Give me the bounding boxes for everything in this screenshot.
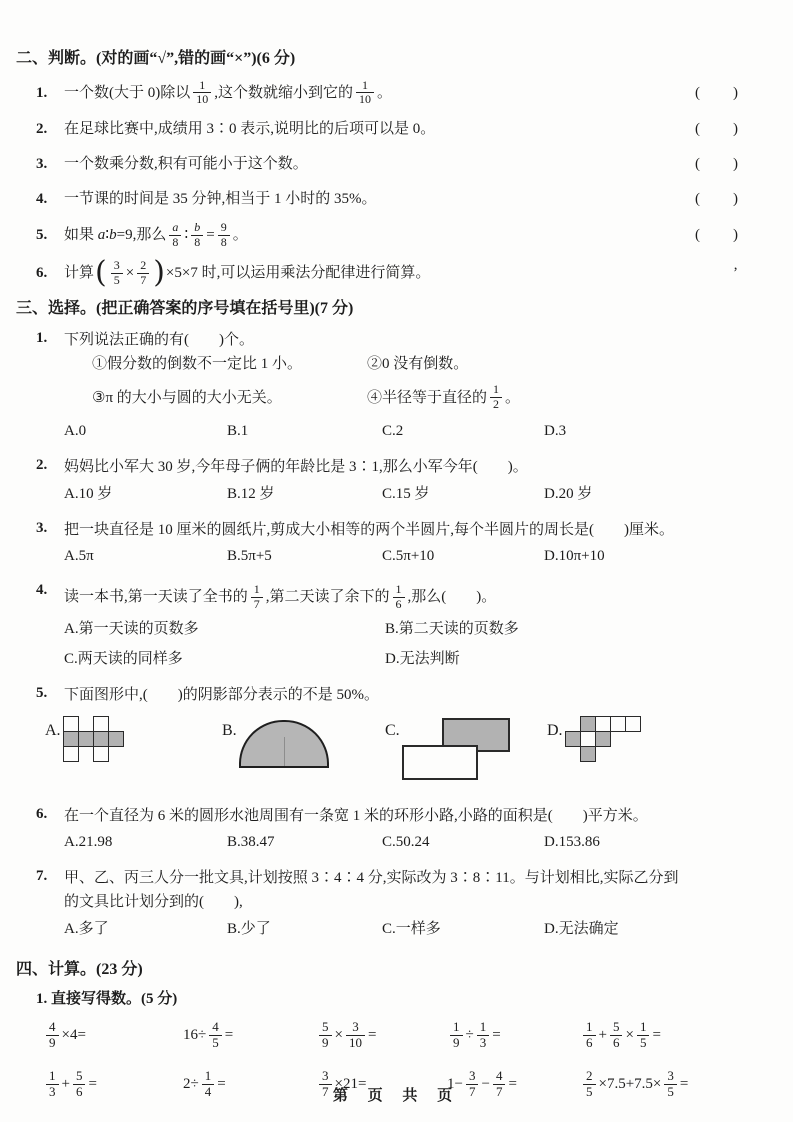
option: A.5π [64,548,94,565]
white-cell [625,716,641,732]
option: B.第二天读的页数多 [385,620,519,637]
fraction-denominator: 6 [610,1035,623,1051]
options-row [64,619,757,670]
statement [367,354,757,374]
text-run: 妈妈比小军大 30 岁,今年母子俩的年龄比是 3∶1,那么小军今年( )。 [64,459,528,476]
text-run: =9,那么 [116,227,167,244]
expression [43,1019,183,1052]
option: D.3 [544,423,567,440]
option: A.21.98 [64,833,113,850]
fraction-numerator: 1 [493,382,500,397]
text-run: ,这个数就缩小到它的 [214,84,354,101]
text-run: ×4= [61,1027,86,1044]
question-number: 4. [36,582,48,599]
fraction-denominator: 7 [466,1084,479,1100]
question-number: 5. [36,685,48,702]
fraction-denominator: 3 [46,1084,59,1100]
judge-item [16,255,757,291]
question-stem [64,685,757,705]
fraction-numerator: 1 [204,1067,212,1083]
item-text [64,220,248,251]
fraction [251,583,263,612]
question-body [64,455,757,514]
radius-line [284,737,285,766]
fraction [218,221,230,250]
question-body [64,804,757,863]
fraction-numerator: 3 [322,1067,329,1083]
fraction-numerator: 4 [495,1067,503,1083]
fraction [193,79,211,108]
choice-question [16,580,757,679]
fraction-numerator: 9 [220,220,227,235]
figure-b-label: B. [222,721,237,739]
white-cell [93,746,109,762]
text-run: + [61,1075,70,1092]
fraction [393,583,405,612]
fraction-denominator: 7 [251,597,263,612]
text-run: = [508,1075,517,1092]
fraction-numerator: 1 [49,1067,56,1083]
answer-bracket: ( ) [695,121,739,138]
fraction [450,1020,463,1051]
text-run: 。 [505,389,521,406]
text-run: 。 [232,227,248,244]
option: C.50.24 [382,833,430,850]
text-run: ∶ [184,227,189,244]
option: B.38.47 [227,833,275,850]
answer-bracket: ( ) [695,227,739,244]
question-stem [64,330,757,350]
item-number: 5. [36,227,48,244]
figure-c-shape [402,718,512,782]
fraction-numerator: 5 [612,1018,620,1034]
semicircle-shaded [239,720,329,768]
option: A.10 岁 [64,485,113,502]
statement [367,382,757,413]
question-stem [64,892,757,912]
fraction-denominator: 10 [356,92,374,107]
item-text [64,78,392,109]
text-run: ②0 没有倒数。 [367,356,469,373]
option: D.10π+10 [544,548,605,565]
fraction [356,79,374,108]
figure-d-shape [565,716,645,766]
figure-b [222,714,385,788]
judge-item [16,78,757,109]
text-run: 读一本书,第一天读了全书的 [64,589,248,606]
fraction-numerator: 4 [49,1018,56,1034]
white-cell [93,716,109,732]
question-number: 7. [36,868,48,885]
fraction [46,1020,59,1051]
question-stem [64,457,757,477]
shaded-cell [108,731,124,747]
fraction-numerator: b [194,220,201,235]
item-text [64,255,431,291]
fraction-numerator: 3 [667,1067,674,1083]
item-number: 2. [36,121,48,138]
fraction-numerator: 2 [140,257,147,272]
text-run: = [367,1027,377,1044]
fraction-numerator: 1 [395,582,402,597]
fraction [610,1020,623,1051]
statement-row [64,354,757,374]
fraction-numerator: a [172,220,179,235]
section-judge [16,48,757,291]
question-body [64,518,757,577]
fraction-denominator: 6 [583,1035,596,1051]
option: D.无法确定 [544,920,619,937]
text-run: × [334,1027,343,1044]
text-run: 甲、乙、丙三人分一批文具,计划按照 3∶4∶4 分,实际改为 3∶8∶11。与计划相比,实际乙分到 [64,870,679,887]
text-run: ÷ [465,1027,474,1044]
text-run: = [217,1075,226,1092]
question-body [64,580,757,679]
fraction [209,1020,222,1051]
answer-bracket: ( ) [695,156,739,173]
text-run: ×5×7 时,可以运用乘法分配律进行简算。 [165,264,431,281]
text-run: ④半径等于直径的 [367,389,488,406]
text-run: 。 [377,84,393,101]
answer-bracket: ( ) [695,84,739,101]
fraction-denominator: 9 [46,1035,59,1051]
option: D.153.86 [544,833,600,850]
shaded-cell [93,731,109,747]
fraction [319,1020,332,1051]
statement [92,354,367,374]
shaded-cell [580,746,596,762]
text-run: 一个数乘分数,积有可能小于这个数。 [64,156,308,173]
fraction-numerator: 2 [586,1067,593,1083]
text-run: = [206,227,215,244]
fraction-denominator: 10 [346,1035,365,1051]
choice-question [16,328,757,451]
options-row [64,832,757,852]
text-run: ∶ [105,227,110,244]
item-text [64,119,435,139]
fraction-numerator: 1 [639,1018,647,1034]
text-run: ×7.5+7.5× [598,1075,662,1092]
fraction-denominator: 9 [450,1035,463,1051]
expression [316,1019,447,1052]
option: C.15 岁 [382,485,430,502]
fraction-numerator: 3 [468,1067,476,1083]
figure-d [547,714,757,788]
fraction-numerator: 1 [253,582,260,597]
text-run: 在足球比赛中,成绩用 3∶0 表示,说明比的后项可以是 0。 [64,121,436,138]
fraction-denominator: 6 [393,597,405,612]
section-choice [16,298,757,949]
question-body [64,328,757,451]
big-paren: ) [153,255,165,291]
choice-question [16,804,757,863]
fraction-denominator: 5 [664,1084,677,1100]
fraction [637,1020,650,1051]
expression [447,1019,580,1052]
judge-item [16,220,757,251]
option: C.两天读的同样多 [64,651,183,668]
option: B.1 [227,423,249,440]
option: C.一样多 [382,920,441,937]
question-stem [64,520,757,540]
judge-item [16,185,757,213]
text-run: 下列说法正确的有( )个。 [64,331,254,348]
fraction-numerator: 3 [352,1018,359,1034]
section-calc [16,959,757,1101]
text-run: 2÷ [183,1075,199,1092]
item-number: 6. [36,264,48,281]
fraction-denominator: 3 [477,1035,490,1051]
answer-bracket: ( ) [695,191,739,208]
text-run: 16÷ [183,1027,207,1044]
fraction-denominator: 5 [209,1035,222,1051]
options-row [64,919,757,939]
section-judge-heading: 二、判断。(对的画“√”,错的画“×”)(6 分) [16,50,296,67]
figure-row [45,714,757,788]
text-run: a [97,227,106,244]
text-run: 在一个直径为 6 米的圆形水池周围有一条宽 1 米的环形小路,小路的面积是( )平方米。 [64,807,648,824]
text-run: = [224,1027,234,1044]
fraction [346,1020,365,1051]
fraction [111,259,123,288]
fraction-denominator: 8 [191,235,203,250]
text-run: 如果 [64,227,98,244]
item-number: 3. [36,156,48,173]
white-cell [610,716,626,732]
option: D.无法判断 [385,651,460,668]
big-paren: ( [95,255,107,291]
judge-items [16,78,757,289]
text-run: × [625,1027,634,1044]
fraction [191,221,203,250]
fraction-denominator: 7 [319,1084,332,1100]
question-number: 6. [36,805,48,822]
question-body [45,683,757,799]
option: D.20 岁 [544,485,593,502]
section-choice-heading: 三、选择。(把正确答案的序号填在括号里)(7 分) [16,300,354,318]
answer-bracket: ’ [733,264,739,281]
text-run: − [481,1075,490,1092]
shaded-cell [63,731,79,747]
fraction-numerator: 4 [212,1018,219,1034]
option: B.5π+5 [227,548,272,565]
shaded-cell [565,731,581,747]
figure-a-shape [63,716,143,766]
text-run: ,第二天读了余下的 [265,589,390,606]
text-run: 的文具比计划分到的( ), [64,894,243,911]
options-row [64,421,757,441]
text-run: ①假分数的倒数不一定比 1 小。 [92,356,303,373]
statement [92,382,367,413]
choice-question [16,866,757,949]
text-run: 计算 [64,264,95,281]
choice-question [16,455,757,514]
option: C.2 [382,423,404,440]
item-text [64,189,377,209]
question-number: 1. [36,329,48,346]
option: A.0 [64,423,87,440]
text-run: 1− [447,1075,463,1092]
expression [580,1019,757,1052]
figure-c [385,714,547,788]
judge-item [16,150,757,178]
option: B.12 岁 [227,485,275,502]
text-run: × [125,264,135,281]
fraction-numerator: 1 [199,77,206,92]
choice-question [16,518,757,577]
judge-item [16,115,757,143]
fraction-numerator: 1 [479,1018,487,1034]
fraction [137,259,149,288]
options-row [64,484,757,504]
figure-d-label: D. [547,721,563,739]
fraction-denominator: 2 [490,397,502,412]
fraction [477,1020,490,1051]
fraction-numerator: 1 [586,1018,593,1034]
calc-row [16,1019,757,1052]
fraction-numerator: 1 [453,1018,460,1034]
item-text [64,154,308,174]
fraction-denominator: 6 [73,1084,86,1100]
section-calc-heading: 四、计算。(23 分) [16,960,143,978]
fraction [490,383,502,412]
text-run: b [109,227,117,244]
text-run: + [598,1027,607,1044]
white-rect [402,745,478,780]
white-cell [580,731,596,747]
fraction-denominator: 7 [137,273,149,288]
option: B.少了 [227,920,271,937]
figure-b-shape [239,714,329,768]
fraction-numerator: 5 [75,1067,83,1083]
fraction-denominator: 5 [583,1084,596,1100]
text-run: = [652,1027,661,1044]
text-run: = [492,1027,501,1044]
shaded-cell [78,731,94,747]
choice-questions [16,328,757,949]
option: C.5π+10 [382,548,435,565]
fraction-denominator: 5 [637,1035,650,1051]
text-run: 一个数(大于 0)除以 [64,84,191,101]
fraction-denominator: 4 [202,1084,215,1100]
fraction-numerator: 5 [322,1018,329,1034]
fraction [583,1020,596,1051]
option: A.第一天读的页数多 [64,620,199,637]
option: A.多了 [64,920,109,937]
text-run: = [88,1075,97,1092]
text-run: ×21= [334,1075,367,1092]
fraction-denominator: 10 [193,92,211,107]
question-number: 3. [36,519,48,536]
text-run: ,那么( )。 [407,589,497,606]
text-run: 把一块直径是 10 厘米的圆纸片,剪成大小相等的两个半圆片,每个半圆片的周长是( )厘米。 [64,521,674,538]
text-run: 一节课的时间是 35 分钟,相当于 1 小时的 35%。 [64,191,377,208]
text-run: 下面图形中,( )的阴影部分表示的不是 50%。 [64,687,379,704]
fraction-denominator: 5 [111,273,123,288]
fraction-denominator: 7 [493,1084,506,1100]
figure-a-label: A. [45,721,61,739]
shaded-cell [595,731,611,747]
figure-c-label: C. [385,721,400,739]
question-number: 2. [36,457,48,474]
fraction-denominator: 9 [319,1035,332,1051]
question-stem [64,582,757,613]
fraction-numerator: 1 [362,77,369,92]
item-number: 4. [36,191,48,208]
fraction [169,221,181,250]
text-run: ③π 的大小与圆的大小无关。 [92,389,282,406]
white-cell [63,716,79,732]
question-body [64,866,757,949]
calc-sub-heading: 1. 直接写得数。(5 分) [36,990,178,1007]
fraction-denominator: 8 [218,235,230,250]
white-cell [63,746,79,762]
text-run: = [679,1075,689,1092]
fraction-denominator: 8 [169,235,181,250]
statement-row [64,382,757,413]
white-cell [595,716,611,732]
figure-a [45,714,222,788]
fraction-numerator: 3 [113,257,120,272]
page-footer: 第 页 共 页 [332,1087,461,1104]
choice-question [16,683,757,799]
expression [183,1019,316,1052]
item-number: 1. [36,84,48,101]
question-stem [64,806,757,826]
question-stem [64,868,757,888]
options-row [64,546,757,566]
shaded-cell [580,716,596,732]
